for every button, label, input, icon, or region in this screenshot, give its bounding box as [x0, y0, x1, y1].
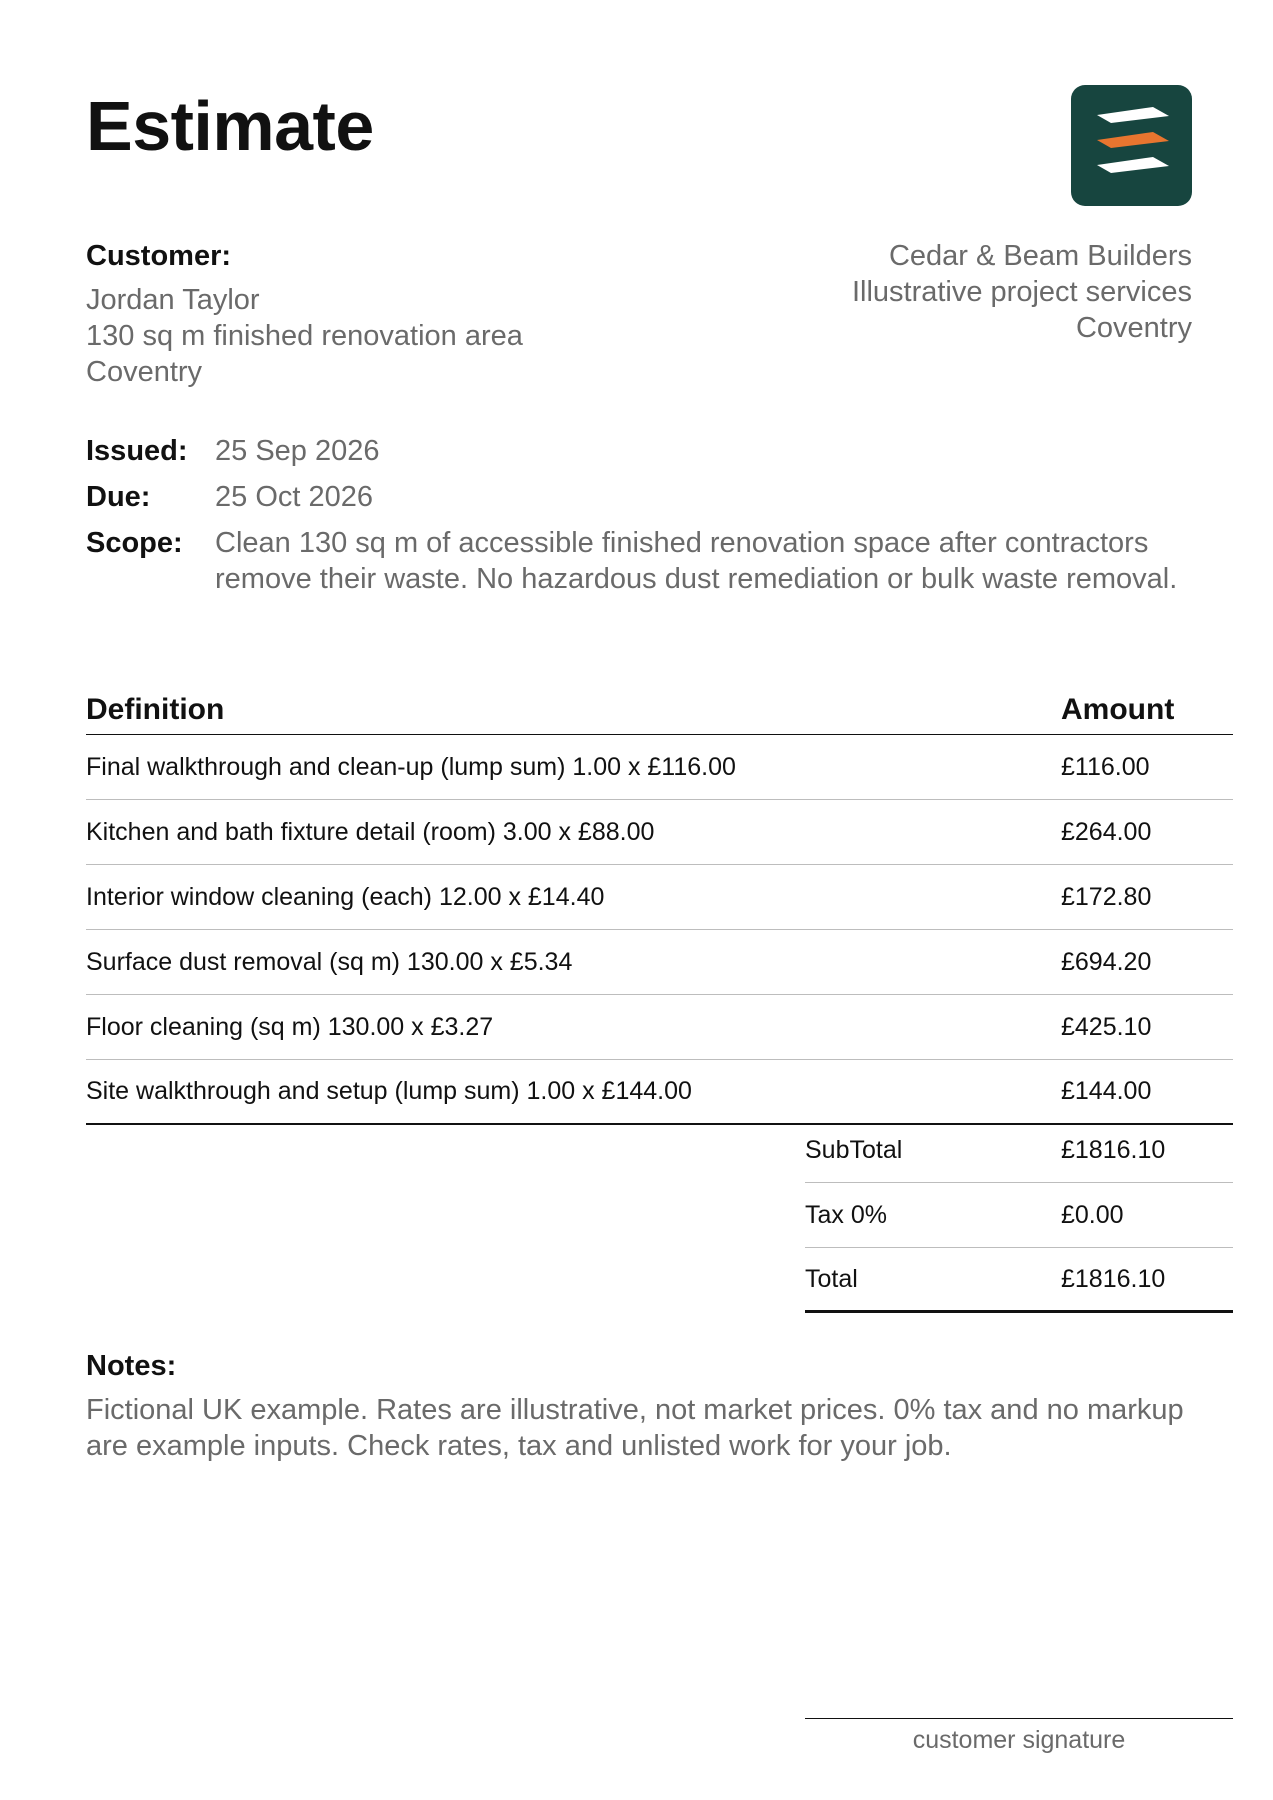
table-row [86, 1060, 1233, 1125]
notes-block [86, 1348, 1206, 1464]
line-items-table [86, 685, 1233, 1125]
notes-text: Fictional UK example. Rates are illustrative, not market prices. 0% tax and no markup are example inputs. Check rates, tax and unlisted work for your job. [86, 1394, 1184, 1462]
due-date: 25 Oct 2026 [215, 481, 373, 513]
row-amount: £172.80 [1061, 882, 1152, 911]
customer-block [86, 238, 523, 390]
company-name: Cedar & Beam Builders [888, 240, 1192, 272]
scope-label: Scope: [86, 527, 183, 559]
document-title: Estimate [86, 87, 374, 165]
stacked-planks-logo-icon [1071, 85, 1192, 206]
row-amount: £264.00 [1061, 817, 1152, 846]
signature-label: customer signature [912, 1726, 1126, 1754]
total-label: Total [805, 1264, 858, 1293]
company-city: Coventry [1075, 312, 1192, 344]
signature-line [805, 1718, 1233, 1719]
row-definition: Site walkthrough and setup (lump sum) 1.00 x £144.00 [86, 1077, 692, 1105]
row-amount: £425.10 [1061, 1012, 1152, 1041]
table-header [86, 685, 1233, 735]
company-tagline: Illustrative project services [851, 276, 1192, 308]
subtotal-value: £1816.10 [1061, 1135, 1166, 1164]
row-amount: £144.00 [1061, 1077, 1152, 1105]
tax-row [805, 1183, 1233, 1248]
row-definition: Floor cleaning (sq m) 130.00 x £3.27 [86, 1012, 494, 1041]
row-amount: £116.00 [1061, 752, 1150, 781]
tax-label: Tax 0% [805, 1200, 887, 1229]
tax-value: £0.00 [1061, 1200, 1124, 1229]
row-definition: Surface dust removal (sq m) 130.00 x £5.34 [86, 947, 573, 976]
subtotal-label: SubTotal [805, 1135, 903, 1164]
due-label: Due: [86, 481, 151, 513]
table-row [86, 995, 1233, 1060]
table-row [86, 735, 1233, 800]
issued-label: Issued: [86, 435, 188, 467]
customer-name: Jordan Taylor [86, 284, 260, 316]
estimate-meta [86, 433, 1236, 607]
customer-label: Customer: [86, 240, 232, 272]
issued-row [86, 433, 1236, 469]
row-definition: Final walkthrough and clean-up (lump sum) 1.00 x £116.00 [86, 752, 736, 781]
table-row [86, 800, 1233, 865]
amount-header: Amount [1061, 693, 1175, 726]
customer-area: 130 sq m finished renovation area [86, 320, 523, 352]
issued-date: 25 Sep 2026 [215, 435, 380, 467]
customer-city: Coventry [86, 356, 203, 388]
totals-table [805, 1118, 1233, 1313]
due-row [86, 479, 1236, 515]
table-row [86, 930, 1233, 995]
total-row [805, 1248, 1233, 1313]
subtotal-row [805, 1118, 1233, 1183]
total-value: £1816.10 [1061, 1264, 1166, 1293]
table-row [86, 865, 1233, 930]
row-amount: £694.20 [1061, 947, 1152, 976]
notes-label: Notes: [86, 1350, 177, 1382]
row-definition: Kitchen and bath fixture detail (room) 3.00 x £88.00 [86, 817, 655, 846]
scope-row [86, 525, 1236, 597]
row-definition: Interior window cleaning (each) 12.00 x £14.40 [86, 882, 605, 911]
scope-text: Clean 130 sq m of accessible finished renovation space after contractors remove their waste. No hazardous dust remediation or bulk waste removal. [215, 527, 1178, 595]
company-block [852, 238, 1192, 346]
definition-header: Definition [86, 693, 225, 726]
